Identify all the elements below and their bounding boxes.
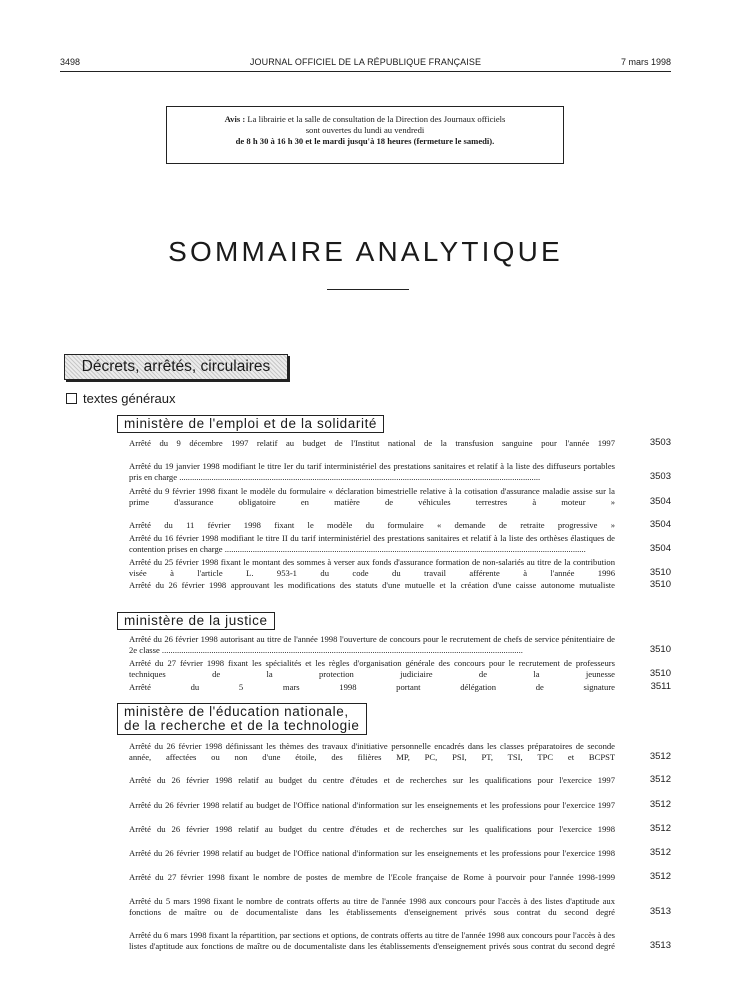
entry-page: 3513 (649, 939, 671, 951)
entry-text: Arrêté du 27 février 1998 fixant le nombre de postes de membre de l'Ecole française de Rome à pourvoir pour l'année 1998-1999 (129, 872, 615, 882)
entry-page: 3503 (649, 437, 671, 448)
entry-text: Arrêté du 26 février 1998 définissant les thèmes des travaux d'initiative personnelle encadrés dans les classes préparatoires de seconde année, affectées ou non d'une étoile, des filières MP, PC, PSI, PT, TSI, TPC et BCPST (129, 741, 615, 762)
entry-text: Arrêté du 11 février 1998 fixant le modèle du formulaire « demande de retraite progressive » (129, 520, 615, 530)
notice-label: Avis : (224, 114, 246, 124)
entry-item (129, 533, 671, 554)
entry-item (129, 872, 671, 883)
entry-text: Arrêté du 26 février 1998 approuvant les modifications des statuts d'une mutuelle et la création d'une caisse autonome mutualiste (129, 580, 615, 590)
entry-page: 3504 (649, 495, 671, 507)
entry-text: Arrêté du 26 février 1998 relatif au budget de l'Office national d'information sur les enseignements et les professions pour l'exercice 1998 (129, 848, 615, 858)
entry-page: 3512 (649, 750, 671, 762)
section-heading: Décrets, arrêtés, circulaires (64, 354, 288, 380)
subsection-heading (66, 391, 176, 406)
entry-item (129, 896, 671, 917)
entry-item (129, 486, 671, 507)
page-title: SOMMAIRE ANALYTIQUE (168, 236, 563, 267)
entry-page: 3510 (649, 643, 671, 655)
entry-item (129, 557, 671, 578)
entry-item (129, 741, 671, 762)
notice-line-2: sont ouvertes du lundi au vendredi (305, 125, 425, 135)
entry-item (129, 634, 671, 655)
ministry-heading-education (117, 703, 367, 735)
entry-page: 3513 (649, 905, 671, 917)
entry-page: 3510 (649, 566, 671, 578)
entry-page: 3504 (649, 519, 671, 530)
entry-item (129, 461, 671, 482)
checkbox-icon (66, 393, 77, 404)
ministry-heading-line-1: ministère de l'éducation nationale, (124, 704, 349, 719)
entry-text: Arrêté du 5 mars 1998 fixant le nombre de contrats offerts au titre de l'année 1998 aux concours pour l'accès à des listes d'aptitude aux fonctions de maître ou de documentaliste dans les établissements d'enseignement privés sous contrat du second degré (129, 896, 615, 917)
entry-text: Arrêté du 9 février 1998 fixant le modèle du formulaire « déclaration bimestrielle relative à la cotisation d'assurance maladie assise sur la prime d'assurance obligatoire en matière de véhicules terrestres à moteur » (129, 486, 615, 507)
entry-item (129, 848, 671, 859)
entry-text: Arrêté du 27 février 1998 fixant les spécialités et les règles d'organisation générale des concours pour le recrutement de professeurs techniques de la protection judiciaire de la jeunesse (129, 658, 615, 679)
ministry-heading-justice: ministère de la justice (117, 612, 275, 630)
ministry-heading-line-2: de la recherche et de la technologie (124, 718, 360, 733)
entry-page: 3512 (649, 774, 671, 785)
entry-item (129, 682, 671, 693)
entry-text: Arrêté du 6 mars 1998 fixant la répartition, par sections et options, de contrats offerts au titre de l'année 1998 aux concours pour l'accès à des listes d'aptitude aux fonctions de maître ou de documentaliste dans les établissements d'enseignement privés sous contrat du second degré (129, 930, 615, 951)
journal-title: JOURNAL OFFICIEL DE LA RÉPUBLIQUE FRANÇAISE (249, 57, 482, 67)
notice-line-1: La librairie et la salle de consultation de la Direction des Journaux officiels (247, 114, 506, 124)
subsection-label: textes généraux (83, 391, 176, 406)
entry-text: Arrêté du 16 février 1998 modifiant le titre II du tarif interministériel des prestations sanitaires et relatif à la liste des orthèses élastiques de contention prises en charge ........................................................................................................................................................................ (129, 533, 615, 554)
entry-page: 3503 (649, 470, 671, 482)
title-divider (327, 289, 409, 290)
page-number: 3498 (60, 57, 81, 67)
issue-date: 7 mars 1998 (620, 57, 671, 67)
entry-page: 3504 (649, 542, 671, 554)
entry-item (129, 800, 671, 811)
entry-text: Arrêté du 26 février 1998 relatif au budget du centre d'études et de recherches sur les qualifications pour l'exercice 1997 (129, 775, 615, 785)
notice-line-3: de 8 h 30 à 16 h 30 et le mardi jusqu'à 18 heures (fermeture le samedi). (235, 136, 495, 146)
entry-item (129, 824, 671, 835)
entry-page: 3510 (649, 667, 671, 679)
entry-page: 3512 (649, 799, 671, 810)
entry-page: 3511 (650, 681, 671, 692)
entry-item (129, 930, 671, 951)
entry-page: 3512 (649, 847, 671, 858)
ministry-heading-emploi: ministère de l'emploi et de la solidarité (117, 415, 384, 433)
entry-page: 3512 (649, 871, 671, 882)
entry-item (129, 438, 671, 449)
entry-item (129, 520, 671, 531)
entry-item (129, 775, 671, 786)
notice-box (166, 106, 564, 164)
entry-page: 3512 (649, 823, 671, 834)
entry-text: Arrêté du 26 février 1998 relatif au budget de l'Office national d'information sur les enseignements et les professions pour l'exercice 1997 (129, 800, 615, 810)
header-divider (60, 71, 671, 72)
entry-item (129, 658, 671, 679)
entry-text: Arrêté du 26 février 1998 autorisant au titre de l'année 1998 l'ouverture de concours pour le recrutement de chefs de service pénitentiaire de 2e classe ........................................................................................................................................................................ (129, 634, 615, 655)
entry-text: Arrêté du 25 février 1998 fixant le montant des sommes à verser aux fonds d'assurance formation de non-salariés au titre de la contribution visée à l'article L. 953-1 du code du travail afférente à l'année 1996 (129, 557, 615, 578)
entry-text: Arrêté du 19 janvier 1998 modifiant le titre Ier du tarif interministériel des prestations sanitaires et relatif à la liste des diffuseurs portables pris en charge ........................................................................................................................................................................ (129, 461, 615, 482)
entry-text: Arrêté du 26 février 1998 relatif au budget du centre d'études et de recherches sur les qualifications pour l'exercice 1998 (129, 824, 615, 834)
entry-item (129, 580, 671, 591)
entry-text: Arrêté du 5 mars 1998 portant délégation de signature (129, 682, 615, 692)
entry-text: Arrêté du 9 décembre 1997 relatif au budget de l'Institut national de la transfusion sanguine pour l'année 1997 (129, 438, 615, 448)
entry-page: 3510 (649, 579, 671, 590)
